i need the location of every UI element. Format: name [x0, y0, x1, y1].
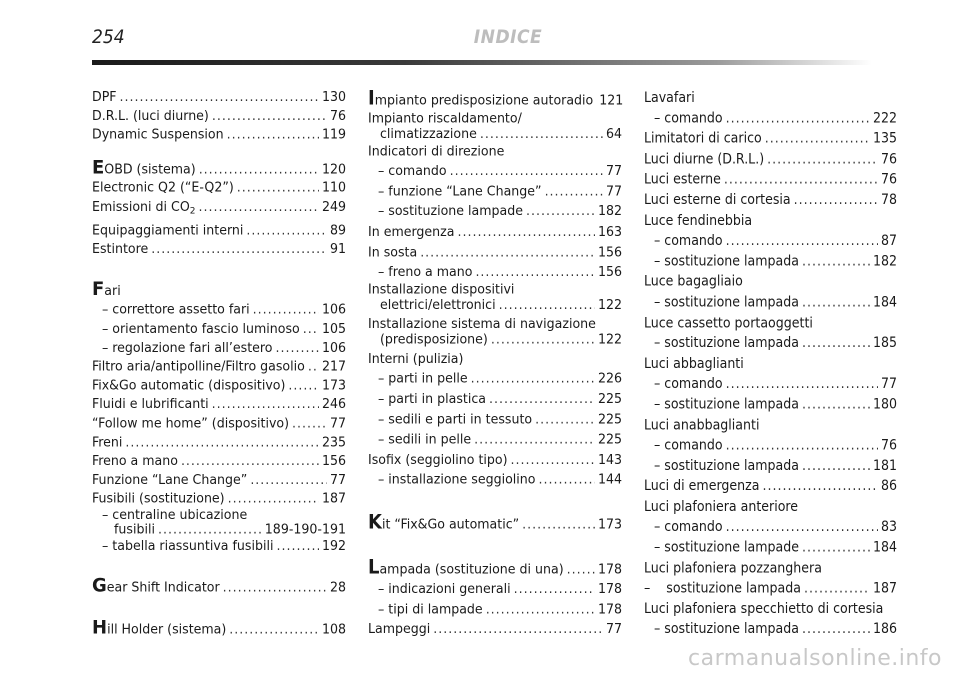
index-heading: Fari — [92, 277, 121, 300]
index-heading: Installazione dispositivi — [368, 281, 515, 298]
index-entry: elettrici/elettronici ..... 122 — [368, 297, 622, 313]
index-entry: Impianto predisposizione autoradio 121 — [368, 86, 624, 110]
index-heading: Luce bagagliaio — [644, 273, 743, 290]
index-entry: – tipi di lampade ..... 178 — [368, 600, 622, 620]
index-entry: – indicazioni generali ..... 178 — [368, 579, 622, 599]
index-entry: Equipaggiamenti interni ..... 89 — [92, 221, 346, 240]
index-entry: – sostituzione lampade ..... 184 — [644, 538, 897, 558]
index-heading: – centraline ubicazione — [102, 507, 248, 523]
index-entry: – sostituzione lampada ..... 185 — [644, 333, 897, 353]
index-entry: Freni ..... 235 — [92, 433, 346, 452]
index-entry: Fusibili (sostituzione) ..... 187 — [92, 490, 346, 509]
index-entry: Limitatori di carico ..... 135 — [644, 129, 897, 149]
index-entry: Luci di emergenza ..... 86 — [644, 476, 897, 496]
index-entry: – comando ..... 87 — [644, 231, 897, 251]
index-entry: Funzione “Lane Change” ..... 77 — [92, 471, 346, 490]
index-column-2 — [368, 88, 622, 640]
index-heading: Luci abbaglianti — [644, 355, 744, 372]
index-entry: – sostituzione lampada ..... 181 — [644, 456, 897, 476]
index-heading: Luce cassetto portaoggetti — [644, 314, 813, 331]
section-initial: G — [92, 574, 107, 597]
index-heading: Luci anabbaglianti — [644, 417, 760, 433]
index-entry: DPF ..... 130 — [92, 88, 346, 107]
index-entry: Estintore ..... 91 — [92, 240, 346, 259]
index-entry: – sostituzione lampada ..... 184 — [644, 292, 897, 312]
index-entry: – sostituzione lampada ..... 187 — [644, 579, 897, 599]
page-number: 254 — [92, 26, 125, 48]
index-entry: Filtro aria/antipolline/Filtro gasolio ..... 217 — [92, 358, 346, 377]
index-heading: Installazione sistema di navigazione — [368, 315, 596, 332]
index-entry: – comando ..... 77 — [644, 374, 897, 394]
index-entry: (predisposizione) ..... 122 — [368, 331, 622, 347]
index-entry: – comando ..... 83 — [644, 517, 897, 537]
index-entry: Gear Shift Indicator ..... 28 — [92, 576, 346, 598]
section-initial: E — [92, 155, 105, 178]
section-initial: I — [368, 86, 375, 110]
index-entry: “Follow me home” (dispositivo) ..... 77 — [92, 414, 346, 433]
index-entry: D.R.L. (luci diurne) ..... 76 — [92, 107, 346, 126]
index-entry: – parti in pelle ..... 226 — [368, 369, 622, 389]
index-entry: Luci diurne (D.R.L.) ..... 76 — [644, 149, 897, 169]
index-entry: climatizzazione ..... 64 — [368, 126, 622, 142]
header-rule — [92, 60, 872, 65]
section-initial: K — [368, 509, 382, 534]
index-entry: – sostituzione lampada ..... 186 — [644, 620, 897, 640]
index-entry: EOBD (sistema) ..... 120 — [92, 157, 346, 179]
index-entry: Lampeggi ..... 77 — [368, 620, 622, 640]
index-entry: – funzione “Lane Change” ..... 77 — [368, 182, 622, 202]
index-entry: – tabella riassuntiva fusibili ..... 192 — [92, 537, 346, 556]
index-entry: Kit “Fix&Go automatic” ..... 173 — [368, 512, 622, 535]
section-initial: H — [92, 616, 108, 639]
index-entry: – regolazione fari all’estero ..... 106 — [92, 339, 346, 358]
page-title: INDICE — [473, 26, 543, 48]
index-entry: – sostituzione lampade ..... 182 — [368, 202, 622, 222]
section-initial: L — [368, 554, 380, 578]
index-entry: – comando ..... 222 — [644, 108, 897, 128]
index-entry: Emissioni di $CO_2$ ..... 249 — [92, 198, 346, 221]
index-entry: Electronic Q2 (“E-Q2”) ..... 110 — [92, 179, 346, 198]
index-entry: Lampada (sostituzione di una) ..... 178 — [368, 556, 622, 579]
index-heading: Indicatori di direzione — [368, 143, 505, 160]
index-entry: Fluidi e lubrificanti ..... 246 — [92, 395, 346, 414]
index-entry: – installazione seggiolino ..... 144 — [368, 470, 622, 490]
index-heading: Luci plafoniera pozzanghera — [644, 560, 822, 577]
index-entry: – orientamento fascio luminoso ..... 105 — [92, 320, 346, 339]
index-heading: Lavafari — [644, 89, 695, 106]
index-entry: Fix&Go automatic (dispositivo) ..... 173 — [92, 377, 346, 396]
index-entry: Dynamic Suspension ..... 119 — [92, 126, 346, 145]
index-column-1 — [92, 88, 346, 640]
section-initial: F — [92, 277, 105, 300]
index-heading: Luci plafoniera anteriore — [644, 498, 799, 515]
index-entry: – correttore assetto fari ..... 106 — [92, 301, 346, 320]
index-entry: – freno a mano ..... 156 — [368, 262, 622, 282]
index-entry: – comando ..... 76 — [644, 436, 897, 456]
index-entry: – sostituzione lampada ..... 180 — [644, 395, 897, 415]
index-entry: – sedili in pelle ..... 225 — [368, 430, 622, 450]
index-entry: In emergenza ..... 163 — [368, 222, 622, 242]
index-heading: Luce fendinebbia — [644, 212, 753, 229]
index-entry: fusibili ..... 189-190-191 — [92, 523, 346, 538]
index-entry: Isofix (seggiolino tipo) ..... 143 — [368, 450, 622, 470]
index-column-3 — [644, 88, 897, 640]
index-entry: – parti in plastica ..... 225 — [368, 389, 622, 409]
index-entry: In sosta ..... 156 — [368, 242, 622, 262]
index-entry: Luci esterne di cortesia ..... 78 — [644, 190, 897, 210]
index-entry: Freno a mano ..... 156 — [92, 452, 346, 471]
index-heading: Impianto riscaldamento/ — [368, 110, 522, 126]
index-entry: – comando ..... 77 — [368, 162, 622, 182]
index-entry: Hill Holder (sistema) ..... 108 — [92, 618, 346, 640]
index-entry: – sedili e parti in tessuto ..... 225 — [368, 410, 622, 430]
index-entry: Luci esterne ..... 76 — [644, 170, 897, 190]
index-entry: – sostituzione lampada ..... 182 — [644, 252, 897, 272]
index-heading: Interni (pulizia) — [368, 351, 464, 367]
index-heading: Luci plafoniera specchietto di cortesia — [644, 601, 884, 618]
watermark: carmanualsonline.info — [688, 646, 942, 671]
